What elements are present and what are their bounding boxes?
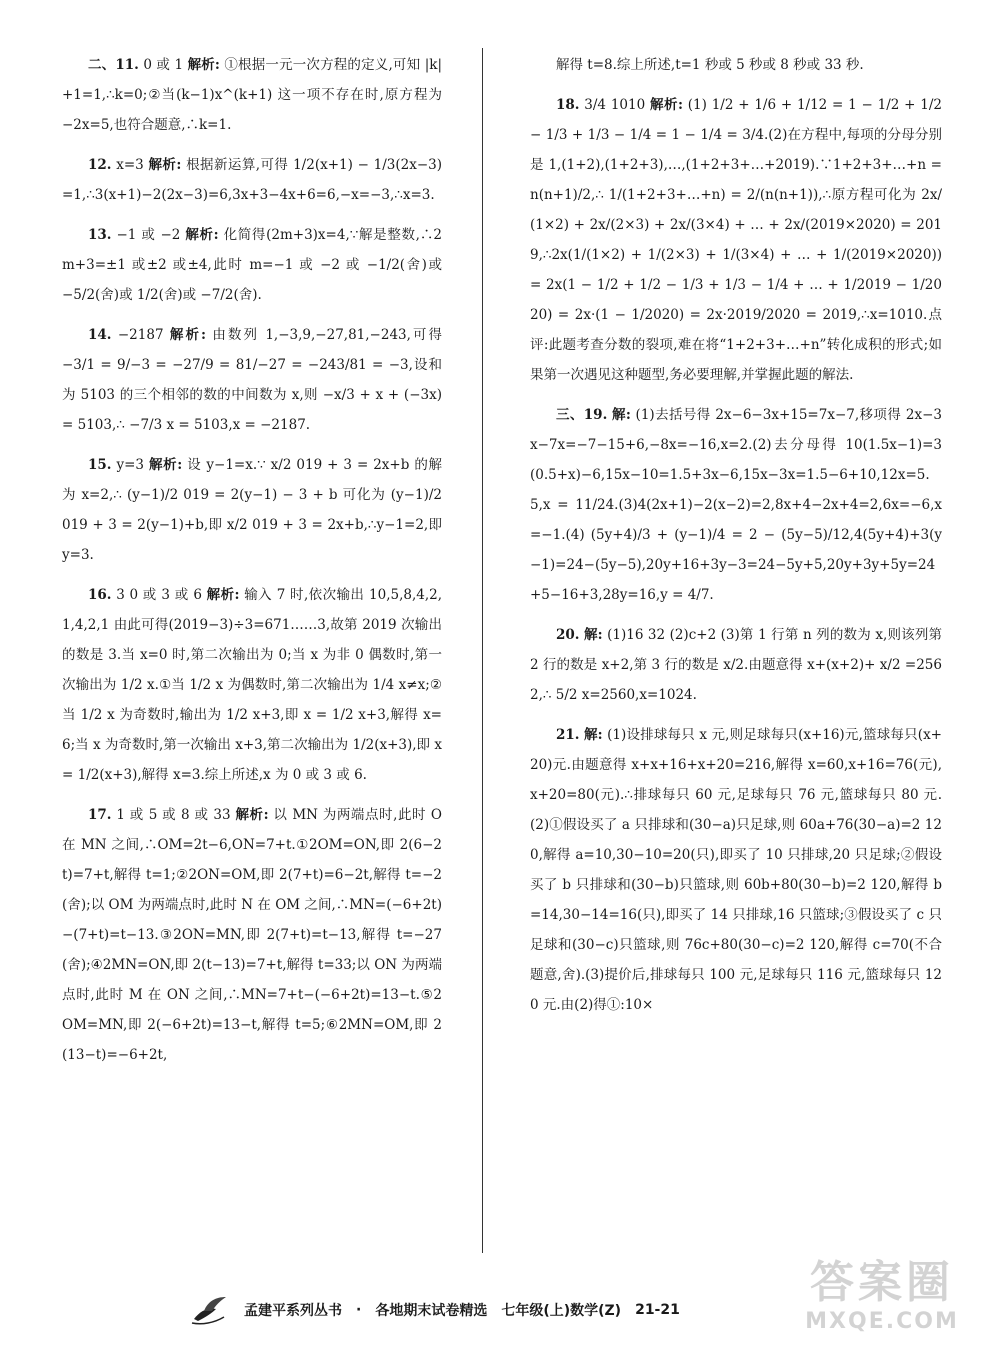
answer-explanation: 由数列 1,−3,9,−27,81,−243,可得 −3/1 = 9/−3 = −27/9 = 81/−27 = −243/81 = −3,设和为 5103 的三个相邻的数的中间数为 x,则 −x/3 + x + (−3x) = 5103,∴ −7/3 x = 5103,x = −2187. [62, 327, 443, 433]
answer-paragraph [62, 50, 442, 140]
footer-collection: 各地期末试卷精选 [375, 1303, 488, 1319]
answer-explanation: (1)设排球每只 x 元,则足球每只(x+16)元,篮球每只(x+20)元.由题意得 x+x+16+x+20=216,解得 x=60,x+16=76(元),x+20=80(元).∴排球每只 60 元,足球每只 76 元,篮球每只 80 元.(2)①假设买了 a 只排球和(30−a)只足球,则 60a+76(30−a)=2 120,解得 a=10,30−10=20(只),即买了 10 只排球,20 只足球;②假设买了 b 只排球和(30−b)只篮球,则 60b+80(30−b)=2 120,解得 b=14,30−14=16(只),即买了 14 只排球,16 只篮球;③假设买了 c 只足球和(30−c)只篮球,则 76c+80(30−c)=2 120,解得 c=70(不合题意,舍).(3)提价后,排球每只 100 元,足球每只 116 元,篮球每只 120 元.由(2)得①:10× [530, 727, 942, 1013]
answer-explanation: 化简得(2m+3)x=4,∵解是整数,∴2m+3=±1 或±2 或±4,此时 m=−1 或 −2 或 −1/2(舍)或 −5/2(舍)或 1/2(舍)或 −7/2(舍). [62, 227, 443, 303]
footer-grade: 七年级(上)数学(Z) [501, 1303, 622, 1319]
footer-series: 孟建平系列丛书 [244, 1303, 342, 1319]
question-number: 21. [556, 727, 580, 743]
answer-value: x=3 [116, 157, 144, 173]
footer-separator: · [356, 1302, 362, 1318]
question-number: 15. [88, 457, 112, 473]
answer-value: 1 或 5 或 8 或 33 [116, 807, 231, 823]
answer-value: −1 或 −2 [116, 227, 181, 243]
answer-explanation: (1)去括号得 2x−6−3x+15=7x−7,移项得 2x−3x−7x=−7−15+6,−8x=−16,x=2.(2)去分母得 10(1.5x−1)=3(0.5+x)−6,15x−10=1.5+3x−6,15x−3x=1.5−6+10,12x=5.5,x = 11/24.(3)4(2x+1)−2(x−2)=2,8x+4−2x+4=2,6x=−6,x=−1.(4) (5y+4)/3 + (y−1)/4 = 2 − (5y−5)/12,4(5y+4)+3(y−1)=24−(5y−5),20y+16+3y−3=24−5y+5,20y+3y+5y=24+5−16+3,28y=16,y = 4/7. [530, 407, 942, 603]
question-number: 二、11. [88, 57, 139, 73]
answer-tag: 解析: [187, 57, 220, 73]
answer-value: −2187 [117, 327, 164, 343]
question-number: 12. [88, 157, 112, 173]
question-number: 三、19. [556, 407, 608, 423]
question-number: 18. [556, 97, 580, 113]
answer-explanation: ①根据一元一次方程的定义,可知 |k|+1=1,∴k=0;②当(k−1)x^(k+1) 这一项不存在时,原方程为 −2x=5,也符合题意,∴k=1. [62, 57, 443, 133]
answer-paragraph [62, 320, 442, 440]
column-divider [482, 48, 483, 1253]
answer-tag: 解析: [206, 587, 240, 603]
answer-paragraph [62, 800, 442, 1070]
answer-tag: 解析: [148, 457, 183, 473]
answer-tag: 解析: [169, 327, 206, 343]
answer-tag: 解: [583, 627, 603, 643]
answer-tag: 解析: [148, 157, 182, 173]
answer-explanation: 以 MN 为两端点时,此时 O 在 MN 之间,∴OM=2t−6,ON=7+t.①2OM=ON,即 2(6−2t)=7+t,解得 t=1;②2ON=OM,即 2(7+t)=6−2t,解得 t=−2(舍);以 OM 为两端点时,此时 N 在 OM 之间,∴MN=(−6+2t)−(7+t)=t−13.③2ON=MN,即 2(7+t)=t−13,解得 t=−27(舍);④2MN=ON,即 2(t−13)=7+t,解得 t=33;以 ON 为两端点时,此时 M 在 ON 之间,∴MN=7+t−(−6+2t)=13−t.⑤2OM=MN,即 2(−6+2t)=13−t,解得 t=5;⑥2MN=OM,即 2(13−t)=−6+2t, [62, 807, 443, 1063]
answer-paragraph [530, 90, 942, 390]
answer-explanation: 设 y−1=x.∵ x/2 019 + 3 = 2x+b 的解为 x=2,∴ (y−1)/2 019 = 2(y−1) − 3 + b 可化为 (y−1)/2 019 + 3 = 2(y−1)+b,即 x/2 019 + 3 = 2x+b,∴y−1=2,即 y=3. [62, 457, 443, 563]
answer-explanation: 输入 7 时,依次输出 10,5,8,4,2,1,4,2,1 由此可得(2019−3)÷3=671……3,故第 2019 次输出的数是 3.当 x=0 时,第二次输出为 0;当 x 为非 0 偶数时,第一次输出为 1/2 x.①当 1/2 x 为偶数时,第二次输出为 1/4 x≠x;②当 1/2 x 为奇数时,输出为 1/2 x+3,即 x = 1/2 x+3,解得 x=6;当 x 为奇数时,第一次输出 x+3,第二次输出为 1/2(x+3),即 x = 1/2(x+3),解得 x=3.综上所述,x 为 0 或 3 或 6. [62, 587, 443, 783]
answer-value: 3/4 1010 [584, 97, 646, 113]
answer-paragraph [62, 580, 442, 790]
watermark-logo [782, 1257, 982, 1347]
answer-paragraph [62, 450, 442, 570]
answer-paragraph [62, 150, 442, 210]
answer-tag: 解: [583, 727, 603, 743]
answer-tag: 解析: [185, 227, 219, 243]
answer-explanation: (1) 1/2 + 1/6 + 1/12 = 1 − 1/2 + 1/2 − 1/3 + 1/3 − 1/4 = 1 − 1/4 = 3/4.(2)在方程中,每项的分母分别是 1,(1+2),(1+2+3),…,(1+2+3+…+2019).∵1+2+3+…+n = n(n+1)/2,∴ 1/(1+2+3+…+n) = 2/(n(n+1)),∴原方程可化为 2x/(1×2) + 2x/(2×3) + 2x/(3×4) + … + 2x/(2019×2020) = 2019,∴2x(1/(1×2) + 1/(2×3) + 1/(3×4) + … + 1/(2019×2020)) = 2x(1 − 1/2 + 1/2 − 1/3 + 1/3 − 1/4 + … + 1/2019 − 1/2020) = 2x·(1 − 1/2020) = 2x·2019/2020 = 2019,∴x=1010.点评:此题考查分数的裂项,难在将“1+2+3+…+n”转化成积的形式;如果第一次遇见这种题型,务必要理解,并掌握此题的解法. [530, 97, 943, 383]
page-footer [190, 1290, 750, 1330]
answer-value: 3 0 或 3 或 6 [116, 587, 202, 603]
answer-explanation: (1)16 32 (2)c+2 (3)第 1 行第 n 列的数为 x,则该列第 2 行的数是 x+2,第 3 行的数是 x/2.由题意得 x+(x+2)+ x/2 =2562,∴ 5/2 x=2560,x=1024. [530, 627, 943, 703]
question-number: 14. [88, 327, 112, 343]
answer-paragraph [530, 720, 942, 1020]
answer-paragraph [530, 400, 942, 610]
answer-explanation: 解得 t=8.综上所述,t=1 秒或 5 秒或 8 秒或 33 秒. [556, 57, 864, 73]
answer-paragraph [62, 220, 442, 310]
answer-tag: 解: [611, 407, 631, 423]
answer-paragraph [530, 50, 942, 80]
watermark-sub: MXQE.COM [805, 1309, 959, 1334]
question-number: 13. [88, 227, 112, 243]
watermark-main: 答案圈 [810, 1257, 954, 1308]
answer-paragraph [530, 620, 942, 710]
answer-tag: 解析: [235, 807, 269, 823]
answer-tag: 解析: [649, 97, 683, 113]
bird-logo-icon [190, 1293, 230, 1327]
answer-value: y=3 [116, 457, 144, 473]
left-column [62, 50, 442, 1080]
right-column [530, 50, 942, 1030]
question-number: 16. [88, 587, 112, 603]
answer-value: 0 或 1 [143, 57, 184, 73]
question-number: 17. [88, 807, 112, 823]
question-number: 20. [556, 627, 580, 643]
footer-page-number: 21-21 [635, 1302, 680, 1318]
answer-explanation: 根据新运算,可得 1/2(x+1) − 1/3(2x−3)=1,∴3(x+1)−2(2x−3)=6,3x+3−4x+6=6,−x=−3,∴x=3. [62, 157, 442, 203]
